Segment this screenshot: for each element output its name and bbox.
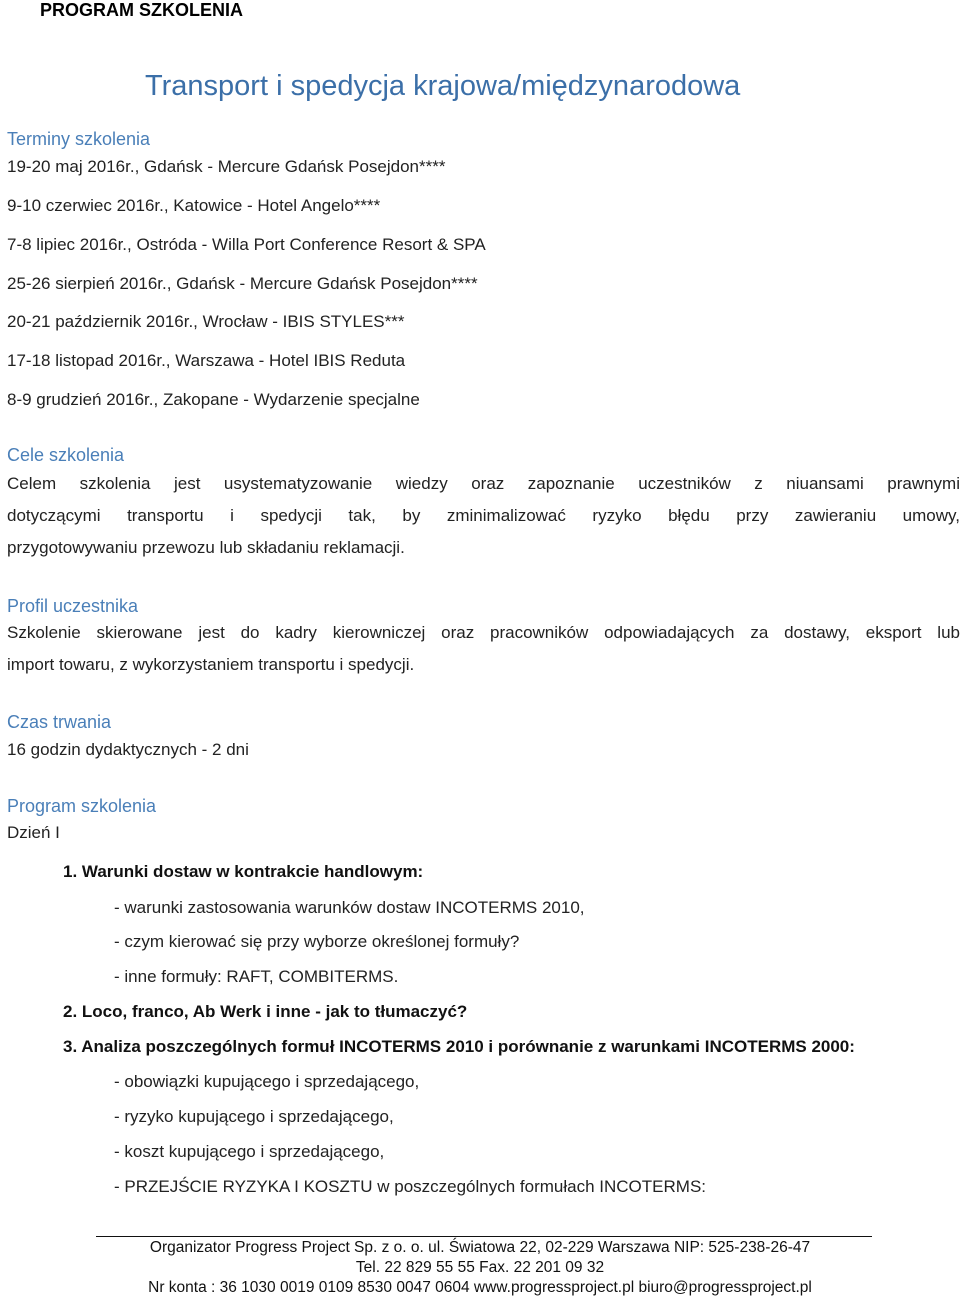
program-sub-item: - obowiązki kupującego i sprzedającego,: [114, 1072, 420, 1091]
program-sub-item: - czym kierować się przy wyborze określonej formuły?: [114, 932, 520, 951]
footer-contact: Tel. 22 829 55 55 Fax. 22 201 09 32: [355, 1259, 605, 1276]
program-day: Dzień I: [7, 823, 60, 842]
program-section-title: 1. Warunki dostaw w kontrakcie handlowym:: [63, 862, 424, 881]
profile-heading: Profil uczestnika: [7, 596, 139, 616]
footer-divider: [96, 1236, 872, 1237]
profile-line: import towaru, z wykorzystaniem transportu i spedycji.: [7, 655, 415, 674]
footer-organizer: Organizator Progress Project Sp. z o. o. ul. Światowa 22, 02-229 Warszawa NIP: 525-238-26-47: [149, 1239, 811, 1256]
document-header-label: PROGRAM SZKOLENIA: [40, 0, 244, 20]
program-sub-item: - ryzyko kupującego i sprzedającego,: [114, 1107, 394, 1126]
goals-paragraph: [7, 468, 960, 564]
terms-heading: Terminy szkolenia: [7, 129, 151, 149]
term-item: 20-21 październik 2016r., Wrocław - IBIS STYLES***: [7, 312, 405, 331]
program-section-title: 3. Analiza poszczególnych formuł INCOTERMS 2010 i porównanie z warunkami INCOTERMS 2000:: [63, 1037, 855, 1056]
goals-line: przygotowywaniu przewozu lub składaniu reklamacji.: [7, 538, 405, 557]
term-item: 7-8 lipiec 2016r., Ostróda - Willa Port Conference Resort & SPA: [7, 235, 486, 254]
program-section-title: 2. Loco, franco, Ab Werk i inne - jak to tłumaczyć?: [63, 1002, 468, 1021]
program-sub-item: - PRZEJŚCIE RYZYKA I KOSZTU w poszczególnych formułach INCOTERMS:: [114, 1177, 707, 1196]
goals-heading: Cele szkolenia: [7, 445, 125, 465]
program-sub-item: - koszt kupującego i sprzedającego,: [114, 1142, 385, 1161]
term-item: 19-20 maj 2016r., Gdańsk - Mercure Gdańsk Posejdon****: [7, 157, 446, 176]
term-item: 8-9 grudzień 2016r., Zakopane - Wydarzenie specjalne: [7, 390, 420, 409]
goals-line: Celem szkolenia jest usystematyzowanie wiedzy oraz zapoznanie uczestników z niuansami prawnymi: [7, 474, 960, 493]
document-title: Transport i spedycja krajowa/międzynarodowa: [145, 70, 741, 102]
term-item: 17-18 listopad 2016r., Warszawa - Hotel IBIS Reduta: [7, 351, 406, 370]
profile-line: Szkolenie skierowane jest do kadry kierowniczej oraz pracowników odpowiadających za dostawy, eksport lub: [7, 623, 960, 642]
program-sub-item: - warunki zastosowania warunków dostaw INCOTERMS 2010,: [114, 898, 585, 917]
program-heading: Program szkolenia: [7, 796, 157, 816]
goals-line: dotyczącymi transportu i spedycji tak, by zminimalizować ryzyko błędu przy zawieraniu umowy,: [7, 506, 960, 525]
footer-account: Nr konta : 36 1030 0019 0109 8530 0047 0604 www.progressproject.pl biuro@progressproject.pl: [148, 1279, 812, 1296]
duration-text: 16 godzin dydaktycznych - 2 dni: [7, 740, 249, 759]
term-item: 25-26 sierpień 2016r., Gdańsk - Mercure Gdańsk Posejdon****: [7, 274, 478, 293]
term-item: 9-10 czerwiec 2016r., Katowice - Hotel Angelo****: [7, 196, 381, 215]
profile-paragraph: [7, 617, 960, 681]
duration-heading: Czas trwania: [7, 712, 112, 732]
program-sub-item: - inne formuły: RAFT, COMBITERMS.: [114, 967, 399, 986]
